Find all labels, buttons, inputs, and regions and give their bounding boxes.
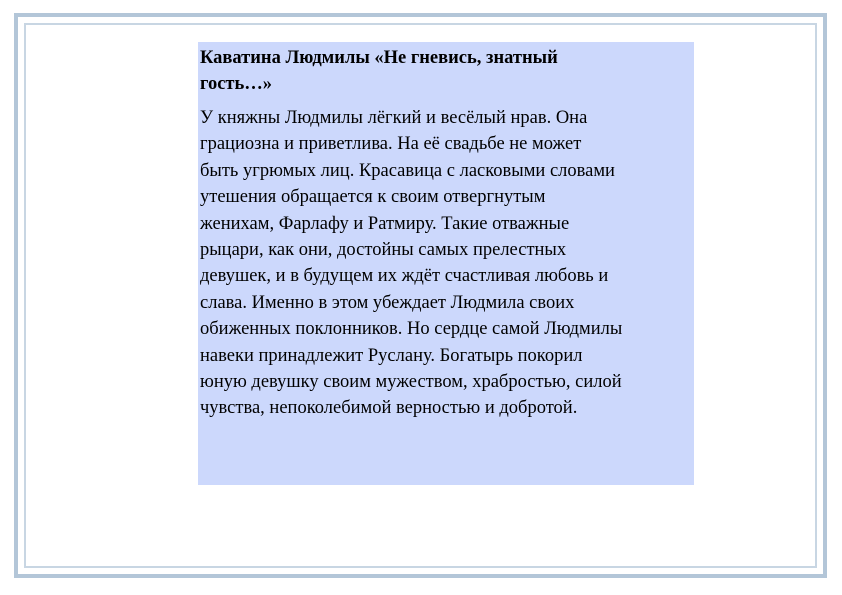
body-line: У княжны Людмилы лёгкий и весёлый нрав. Она xyxy=(200,108,588,128)
body-line: утешения обращается к своим отвергнутым xyxy=(200,187,546,208)
slide-body-text xyxy=(200,105,694,422)
body-line: рыцари, как они, достойны самых прелестных xyxy=(200,240,567,261)
body-line: чувства, непоколебимой верностью и добротой. xyxy=(200,398,578,419)
text-box xyxy=(198,42,694,485)
body-line: обиженных поклонников. Но сердце самой Людмилы xyxy=(200,319,623,340)
body-line: грациозна и приветлива. На её свадьбе не может xyxy=(200,134,582,155)
slide-title-line: гость…» xyxy=(200,74,273,94)
body-line: навеки принадлежит Руслану. Богатырь покорил xyxy=(200,345,583,366)
body-line: юную девушку своим мужеством, храбростью, силой xyxy=(200,372,622,393)
frame-corner-accent xyxy=(811,13,827,29)
body-line: девушек, и в будущем их ждёт счастливая любовь и xyxy=(200,266,609,287)
body-line: быть угрюмых лиц. Красавица с ласковыми словами xyxy=(200,160,615,181)
body-line: женихам, Фарлафу и Ратмиру. Такие отважные xyxy=(200,213,570,234)
slide-title xyxy=(200,45,694,97)
body-line: слава. Именно в этом убеждает Людмила своих xyxy=(200,292,575,313)
slide-title-line: Каватина Людмилы «Не гневись, знатный xyxy=(200,48,558,68)
